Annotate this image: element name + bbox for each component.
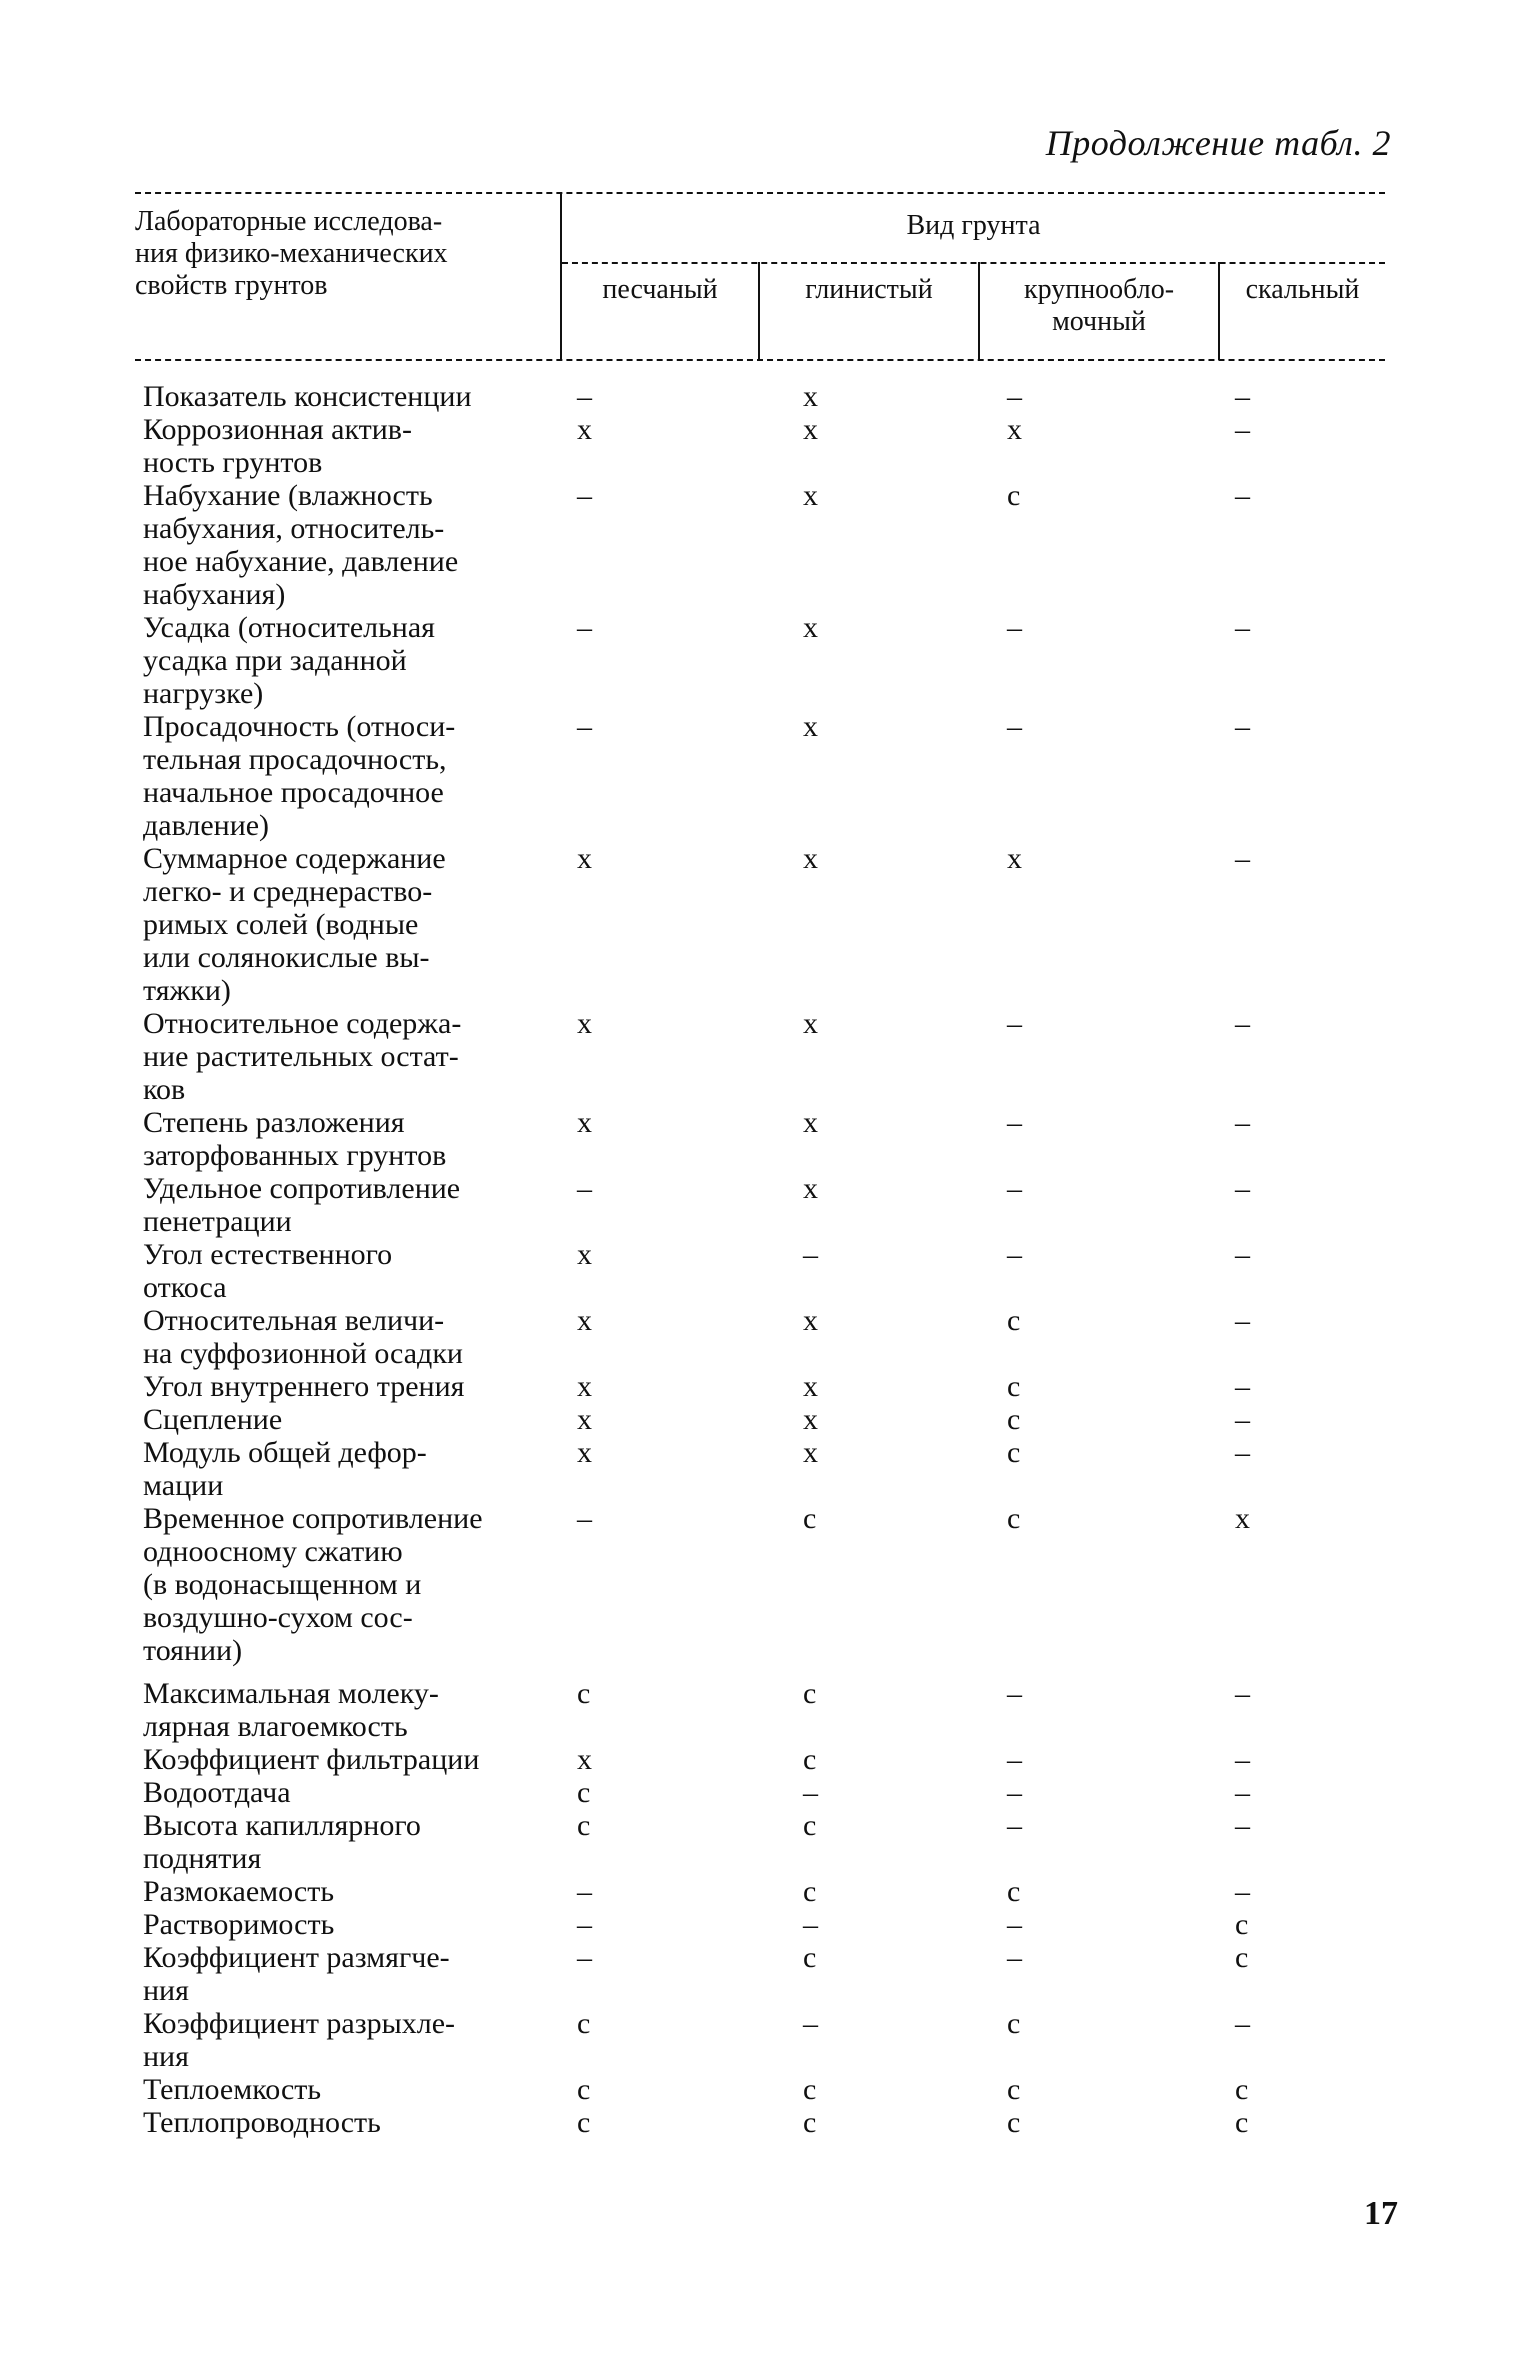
table-row [0,1776,1536,1809]
row-label-line: Модуль общей дефор- [143,1436,427,1469]
row-label-line: Показатель консистенции [143,380,472,413]
cell-rocky: x [1235,1502,1250,1535]
row-label [143,413,563,479]
cell-clayey: c [803,1941,817,1974]
cell-clayey: x [803,413,818,446]
row-label-line: Теплопроводность [143,2106,381,2139]
cell-sandy: x [577,1370,592,1403]
table-row [0,1304,1536,1370]
row-label-line: Суммарное содержание [143,842,446,875]
table-row [0,479,1536,611]
row-label-line: ное набухание, давление [143,545,459,578]
table-continuation-label: Продолжение табл. 2 [1045,123,1391,163]
cell-rocky: – [1235,2007,1250,2040]
cell-sandy: – [577,611,592,644]
table-row [0,1403,1536,1436]
cell-clayey: – [803,1238,818,1271]
row-label [143,1403,563,1436]
row-label [143,1007,563,1106]
row-label-line: Временное сопротивление [143,1502,483,1535]
cell-clayey: x [803,380,818,413]
cell-coarse: c [1007,2106,1021,2139]
row-label-line: Усадка (относительная [143,611,435,644]
row-label [143,2106,563,2139]
page-number: 17 [1364,2195,1398,2232]
table-row [0,1106,1536,1172]
cell-rocky: – [1235,1677,1250,1710]
row-label-line: Размокаемость [143,1875,335,1908]
column-header-rocky: скальный [1245,274,1360,305]
table-row [0,1809,1536,1875]
column-header-coarse-line-2: мочный [1052,306,1146,337]
row-label-line: пенетрации [143,1205,292,1238]
cell-rocky: c [1235,2106,1249,2139]
cell-coarse: c [1007,1304,1021,1337]
cell-rocky: – [1235,1238,1250,1271]
first-column-header-line-3: свойств грунтов [135,270,328,301]
row-label-line: (в водонасыщенном и [143,1568,422,1601]
cell-sandy: – [577,1172,592,1205]
row-label [143,2007,563,2073]
table-body [0,380,1536,2139]
row-label [143,611,563,710]
soil-type-group-header: Вид грунта [906,210,1041,241]
table-row [0,1875,1536,1908]
row-label-line: ния [143,2040,189,2073]
cell-rocky: c [1235,1941,1249,1974]
cell-rocky: – [1235,1370,1250,1403]
row-label [143,2073,563,2106]
cell-clayey: x [803,842,818,875]
cell-clayey: – [803,2007,818,2040]
cell-sandy: x [577,1403,592,1436]
table-row [0,1007,1536,1106]
cell-rocky: – [1235,1776,1250,1809]
cell-coarse: – [1007,1106,1022,1139]
row-label-line: Высота капиллярного [143,1809,421,1842]
cell-clayey: x [803,1304,818,1337]
cell-rocky: – [1235,842,1250,875]
cell-coarse: – [1007,1941,1022,1974]
cell-sandy: x [577,1106,592,1139]
row-label-line: Удельное сопротивление [143,1172,461,1205]
cell-rocky: c [1235,2073,1249,2106]
table-row [0,1172,1536,1238]
cell-coarse: c [1007,1370,1021,1403]
cell-sandy: x [577,1007,592,1040]
row-label-line: Максимальная молеку- [143,1677,439,1710]
cell-coarse: c [1007,1403,1021,1436]
cell-clayey: c [803,1743,817,1776]
row-label-line: Набухание (влажность [143,479,433,512]
row-label [143,1106,563,1172]
table-row [0,1238,1536,1304]
row-label-line: заторфованных грунтов [143,1139,447,1172]
cell-sandy: c [577,1809,591,1842]
cell-rocky: c [1235,1908,1249,1941]
cell-clayey: c [803,2073,817,2106]
column-header-coarse [980,274,1218,338]
row-label-line: тяжки) [143,974,231,1007]
cell-rocky: – [1235,1304,1250,1337]
cell-clayey: – [803,1908,818,1941]
cell-clayey: x [803,1106,818,1139]
cell-coarse: – [1007,1809,1022,1842]
cell-coarse: – [1007,380,1022,413]
row-label-line: Коэффициент фильтрации [143,1743,480,1776]
row-label [143,1172,563,1238]
cell-sandy: – [577,1908,592,1941]
row-label-line: начальное просадочное [143,776,444,809]
cell-clayey: c [803,1677,817,1710]
cell-coarse: x [1007,842,1022,875]
cell-sandy: x [577,1304,592,1337]
cell-sandy: – [577,1502,592,1535]
cell-rocky: – [1235,611,1250,644]
first-column-header [135,206,555,302]
first-column-header-line-1: Лабораторные исследова- [135,206,443,237]
table-row [0,842,1536,1007]
row-label-line: нагрузке) [143,677,264,710]
row-label-line: откоса [143,1271,227,1304]
row-label [143,1304,563,1370]
cell-coarse: c [1007,2007,1021,2040]
cell-sandy: x [577,1436,592,1469]
row-label-line: набухания) [143,578,286,611]
cell-coarse: – [1007,710,1022,743]
cell-rocky: – [1235,1809,1250,1842]
row-label-line: ков [143,1073,186,1106]
cell-clayey: x [803,710,818,743]
cell-rocky: – [1235,710,1250,743]
row-label [143,842,563,1007]
row-label-line: лярная влагоемкость [143,1710,408,1743]
row-label-line: одноосному сжатию [143,1535,403,1568]
cell-coarse: – [1007,1743,1022,1776]
cell-clayey: c [803,2106,817,2139]
row-label-line: Коррозионная актив- [143,413,412,446]
table-header [135,192,1385,362]
row-label [143,479,563,611]
row-label-line: Относительное содержа- [143,1007,462,1040]
cell-coarse: – [1007,1776,1022,1809]
row-label [143,1941,563,2007]
cell-clayey: x [803,479,818,512]
row-label [143,1238,563,1304]
cell-coarse: – [1007,1007,1022,1040]
row-label [143,1502,563,1667]
table-row [0,1908,1536,1941]
cell-coarse: c [1007,1436,1021,1469]
row-label-line: ния [143,1974,189,2007]
cell-sandy: c [577,1776,591,1809]
cell-rocky: – [1235,1743,1250,1776]
table-row [0,413,1536,479]
cell-coarse: c [1007,479,1021,512]
table-row [0,1370,1536,1403]
header-top-rule [135,192,1385,194]
row-label-line: Теплоемкость [143,2073,322,2106]
cell-sandy: x [577,842,592,875]
cell-rocky: – [1235,1436,1250,1469]
table-row [0,1436,1536,1502]
group-header-rule [562,262,1385,264]
column-header-sandy: песчаный [602,274,718,305]
cell-coarse: – [1007,1677,1022,1710]
row-label [143,1743,563,1776]
cell-rocky: – [1235,1403,1250,1436]
table-row [0,2073,1536,2106]
row-label-line: или солянокислые вы- [143,941,430,974]
cell-sandy: c [577,2073,591,2106]
cell-clayey: x [803,1403,818,1436]
row-label [143,1776,563,1809]
row-label-line: римых солей (водные [143,908,419,941]
cell-clayey: x [803,1370,818,1403]
table-row [0,710,1536,842]
cell-clayey: – [803,1776,818,1809]
row-label-line: Коэффициент разрыхле- [143,2007,456,2040]
table-row [0,1743,1536,1776]
header-bottom-rule [135,359,1385,361]
row-label-line: Угол внутреннего трения [143,1370,465,1403]
cell-sandy: x [577,1743,592,1776]
cell-rocky: – [1235,1875,1250,1908]
row-label [143,1809,563,1875]
row-label [143,1370,563,1403]
row-label-line: Коэффициент размягче- [143,1941,450,1974]
row-label [143,1677,563,1743]
cell-clayey: c [803,1809,817,1842]
table-row [0,2007,1536,2073]
row-label [143,380,563,413]
row-label-line: Угол естественного [143,1238,393,1271]
row-label [143,1908,563,1941]
cell-clayey: c [803,1875,817,1908]
cell-rocky: – [1235,1007,1250,1040]
cell-sandy: c [577,2007,591,2040]
first-column-header-line-2: ния физико-механических [135,238,448,269]
cell-sandy: x [577,1238,592,1271]
cell-sandy: – [577,1875,592,1908]
cell-coarse: – [1007,611,1022,644]
cell-rocky: – [1235,380,1250,413]
row-label-line: Просадочность (относи- [143,710,456,743]
cell-rocky: – [1235,1172,1250,1205]
column-header-coarse-line-1: крупнообло- [1023,274,1175,305]
row-label-line: тоянии) [143,1634,243,1667]
row-label-line: Водоотдача [143,1776,291,1809]
row-label-line: ность грунтов [143,446,323,479]
row-label-line: набухания, относитель- [143,512,445,545]
table-row [0,1677,1536,1743]
row-label-line: тельная просадочность, [143,743,447,776]
row-label [143,1875,563,1908]
cell-rocky: – [1235,1106,1250,1139]
table-row [0,2106,1536,2139]
cell-coarse: – [1007,1172,1022,1205]
row-label-line: легко- и среднераство- [143,875,433,908]
row-label-line: Сцепление [143,1403,283,1436]
row-label-line: поднятия [143,1842,262,1875]
cell-rocky: – [1235,413,1250,446]
table-row [0,1941,1536,2007]
cell-coarse: c [1007,1502,1021,1535]
row-label-line: усадка при заданной [143,644,407,677]
cell-sandy: – [577,479,592,512]
cell-clayey: x [803,1172,818,1205]
row-label-line: Степень разложения [143,1106,405,1139]
cell-clayey: x [803,1436,818,1469]
column-header-clayey: глинистый [805,274,933,305]
cell-sandy: c [577,1677,591,1710]
row-label-line: Растворимость [143,1908,335,1941]
cell-sandy: – [577,1941,592,1974]
row-label-line: на суффозионной осадки [143,1337,463,1370]
row-label [143,1436,563,1502]
row-label-line: Относительная величи- [143,1304,445,1337]
row-label-line: ние растительных остат- [143,1040,459,1073]
cell-coarse: c [1007,2073,1021,2106]
table-row [0,1502,1536,1667]
table-row [0,380,1536,413]
row-label [143,710,563,842]
cell-rocky: – [1235,479,1250,512]
cell-coarse: x [1007,413,1022,446]
row-label-line: мации [143,1469,224,1502]
cell-coarse: – [1007,1908,1022,1941]
cell-sandy: – [577,710,592,743]
cell-sandy: x [577,413,592,446]
row-label-line: давление) [143,809,270,842]
cell-coarse: c [1007,1875,1021,1908]
cell-sandy: – [577,380,592,413]
table-row [0,611,1536,710]
cell-clayey: c [803,1502,817,1535]
row-label-line: воздушно-сухом сос- [143,1601,413,1634]
cell-clayey: x [803,1007,818,1040]
cell-coarse: – [1007,1238,1022,1271]
cell-clayey: x [803,611,818,644]
cell-sandy: c [577,2106,591,2139]
